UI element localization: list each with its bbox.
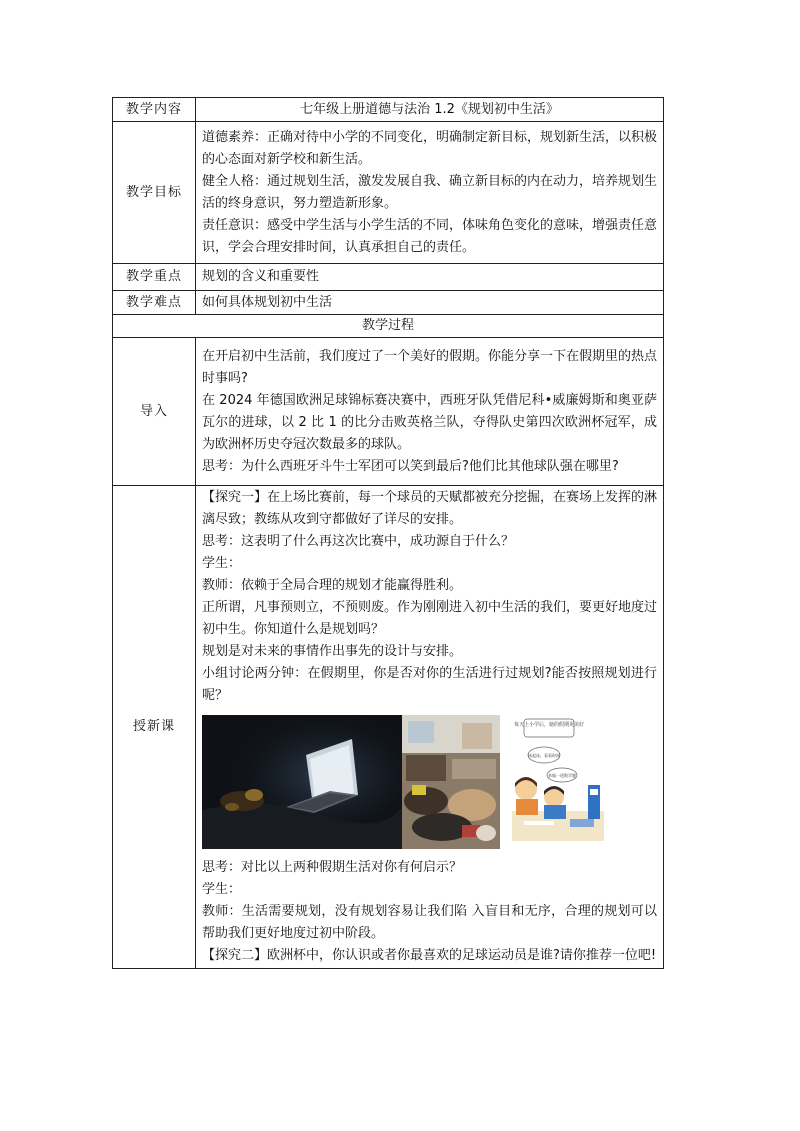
objectives-text bbox=[196, 122, 664, 264]
planning-comic-image bbox=[504, 715, 614, 849]
difficulty-text: 如何具体规划初中生活 bbox=[196, 291, 664, 315]
row-intro bbox=[113, 338, 664, 486]
intro-line: 在 2024 年德国欧洲足球锦标赛决赛中，西班牙队凭借尼科•威廉姆斯和奥亚萨瓦尔的进球，以 2 比 1 的比分击败英格兰队，夺得队史第四次欧洲杯冠军，成为欧洲杯历史夺冠次数最多的球队。 bbox=[202, 392, 657, 452]
comic-caption: 每天上小学后，她的假期更美好 bbox=[513, 722, 585, 728]
intro-line: 思考：为什么西班牙斗牛士军团可以笑到最后?他们比其他球队强在哪里? bbox=[202, 458, 619, 474]
objective-moral: 道德素养：正确对待中小学的不同变化，明确制定新目标，规划新生活，以积极的心态面对新学校和新生活。 bbox=[202, 129, 658, 167]
new-lesson-text bbox=[196, 486, 664, 969]
lesson-line: 教师：依赖于全局合理的规划才能赢得胜利。 bbox=[202, 578, 463, 593]
row-process-header bbox=[113, 315, 664, 338]
comic-bubble-1: 该起床，看看时间 bbox=[528, 753, 560, 758]
row-content bbox=[113, 98, 664, 122]
intro-text bbox=[196, 338, 664, 486]
objective-responsibility: 责任意识：感受中学生活与小学生活的不同，体味角色变化的意味，增强责任意识，学会合理安排时间，认真承担自己的责任。 bbox=[202, 217, 658, 255]
row-key-point bbox=[113, 264, 664, 291]
row-objectives bbox=[113, 122, 664, 264]
label-key-point: 教学重点 bbox=[113, 264, 196, 291]
messy-room-photo bbox=[402, 715, 500, 849]
lesson-line: 小组讨论两分钟：在假期里，你是否对你的生活进行过规划?能否按照规划进行呢？ bbox=[202, 666, 657, 703]
value-content: 七年级上册道德与法治 1.2《规划初中生活》 bbox=[196, 98, 664, 122]
label-objectives: 教学目标 bbox=[113, 122, 196, 264]
lesson-line: 学生： bbox=[202, 882, 242, 897]
laptop-dark-photo bbox=[202, 715, 402, 849]
lesson-line: 【探究二】欧洲杯中，你认识或者你最喜欢的足球运动员是谁?请你推荐一位吧! bbox=[202, 948, 657, 963]
lesson-plan-table bbox=[112, 97, 664, 969]
lesson-line: 正所谓，凡事预则立，不预则废。作为刚刚进入初中生活的我们，要更好地度过初中生。你知道什么是规划吗？ bbox=[202, 600, 658, 637]
comparison-images bbox=[202, 715, 657, 849]
label-content: 教学内容 bbox=[113, 98, 196, 122]
lesson-line: 规划是对未来的事情作出事先的设计与安排。 bbox=[202, 644, 463, 659]
lesson-line: 【探究一】在上场比赛前，每一个球员的天赋都被充分挖掘，在赛场上发挥的淋漓尽致；教练从攻到守都做好了详尽的安排。 bbox=[202, 490, 658, 527]
comic-bubble-2: 来做一道数学题 bbox=[548, 773, 576, 778]
label-intro: 导入 bbox=[113, 338, 196, 486]
process-heading: 教学过程 bbox=[113, 315, 664, 338]
lesson-line: 思考：这表明了什么再这次比赛中，成功源自于什么？ bbox=[202, 534, 515, 549]
key-point-text: 规划的含义和重要性 bbox=[196, 264, 664, 291]
objective-personality: 健全人格：通过规划生活，激发发展自我、确立新目标的内在动力，培养规划生活的终身意识，努力塑造新形象。 bbox=[202, 173, 658, 211]
intro-line: 在开启初中生活前，我们度过了一个美好的假期。你能分享一下在假期里的热点时事吗? bbox=[202, 348, 658, 386]
label-new-lesson: 授新课 bbox=[113, 486, 196, 969]
lesson-line: 思考：对比以上两种假期生活对你有何启示？ bbox=[202, 860, 463, 875]
row-new-lesson bbox=[113, 486, 664, 969]
row-difficulty bbox=[113, 291, 664, 315]
label-difficulty: 教学难点 bbox=[113, 291, 196, 315]
lesson-line: 学生： bbox=[202, 556, 242, 571]
lesson-line: 教师：生活需要规划，没有规划容易让我们陷 入盲目和无序，合理的规划可以帮助我们更好地度过初中阶段。 bbox=[202, 904, 657, 941]
